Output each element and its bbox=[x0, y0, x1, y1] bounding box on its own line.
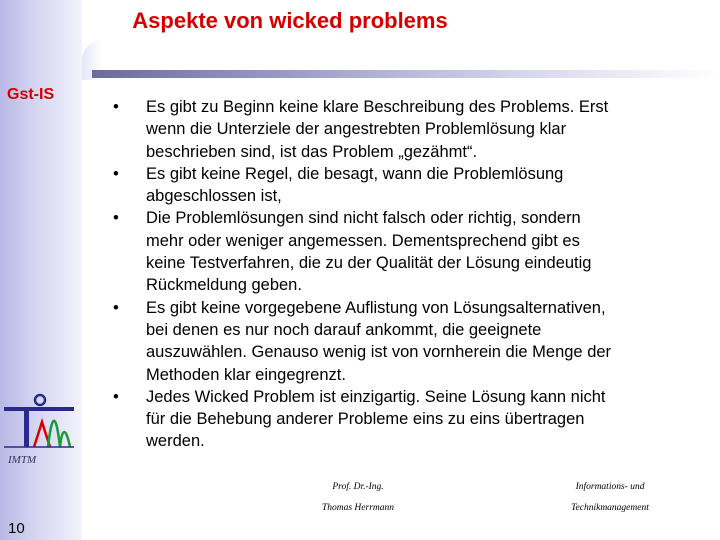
footer-department-line1: Informations- und bbox=[575, 482, 645, 492]
footer-department bbox=[560, 477, 660, 519]
bullet-marker: • bbox=[113, 209, 119, 228]
bullet-item bbox=[113, 207, 713, 296]
page-number: 10 bbox=[8, 520, 25, 537]
footer-author-title: Prof. Dr.-Ing. bbox=[332, 482, 384, 492]
bullet-line: auszuwählen. Genauso wenig ist von vornherein die Menge der bbox=[146, 343, 612, 362]
bullet-line: Methoden klar eingegrenzt. bbox=[146, 365, 346, 384]
side-tag: Gst-IS bbox=[7, 86, 55, 103]
bullet-list bbox=[113, 96, 713, 453]
bullet-line: mehr oder weniger angemessen. Dementsprechend gibt es bbox=[146, 231, 580, 250]
bullet-line: werden. bbox=[146, 432, 205, 451]
bullet-line: bei denen es nur noch darauf ankommt, die geeignete bbox=[146, 320, 542, 339]
bullet-line: Es gibt zu Beginn keine klare Beschreibung des Problems. Erst bbox=[146, 98, 609, 116]
logo-label: IMTM bbox=[8, 454, 37, 466]
bullet-line: Es gibt keine vorgegebene Auflistung von Lösungsalternativen, bbox=[146, 298, 606, 317]
bullet-line: Rückmeldung geben. bbox=[146, 276, 302, 295]
footer-author bbox=[318, 477, 398, 519]
footer-department-line2: Technikmanagement bbox=[571, 503, 649, 513]
title-rule bbox=[92, 70, 720, 78]
bullet-marker: • bbox=[113, 387, 119, 406]
bullet-item bbox=[113, 297, 713, 386]
bullet-marker: • bbox=[113, 298, 119, 317]
imtm-logo-icon bbox=[0, 392, 76, 454]
bullet-item bbox=[113, 386, 713, 453]
bullet-line: abgeschlossen ist, bbox=[146, 187, 282, 206]
slide-title: Aspekte von wicked problems bbox=[132, 8, 448, 33]
bullet-line: keine Testverfahren, die zu der Qualität der Lösung eindeutig bbox=[146, 254, 592, 273]
bullet-marker: • bbox=[113, 164, 119, 183]
bullet-item bbox=[113, 163, 713, 208]
bullet-line: Es gibt keine Regel, die besagt, wann die Problemlösung bbox=[146, 164, 564, 183]
footer-author-name: Thomas Herrmann bbox=[321, 503, 395, 513]
bullet-line: Jedes Wicked Problem ist einzigartig. Seine Lösung kann nicht bbox=[146, 387, 606, 406]
bullet-line: beschrieben sind, ist das Problem „gezähmt“. bbox=[146, 142, 478, 161]
bullet-item bbox=[113, 96, 713, 163]
bullet-line: für die Behebung anderer Probleme eins zu eins übertragen bbox=[146, 410, 585, 429]
bullet-marker: • bbox=[113, 98, 119, 116]
bullet-line: wenn die Unterziele der angestrebten Problemlösung klar bbox=[146, 120, 567, 139]
bullet-line: Die Problemlösungen sind nicht falsch oder richtig, sondern bbox=[146, 209, 581, 228]
